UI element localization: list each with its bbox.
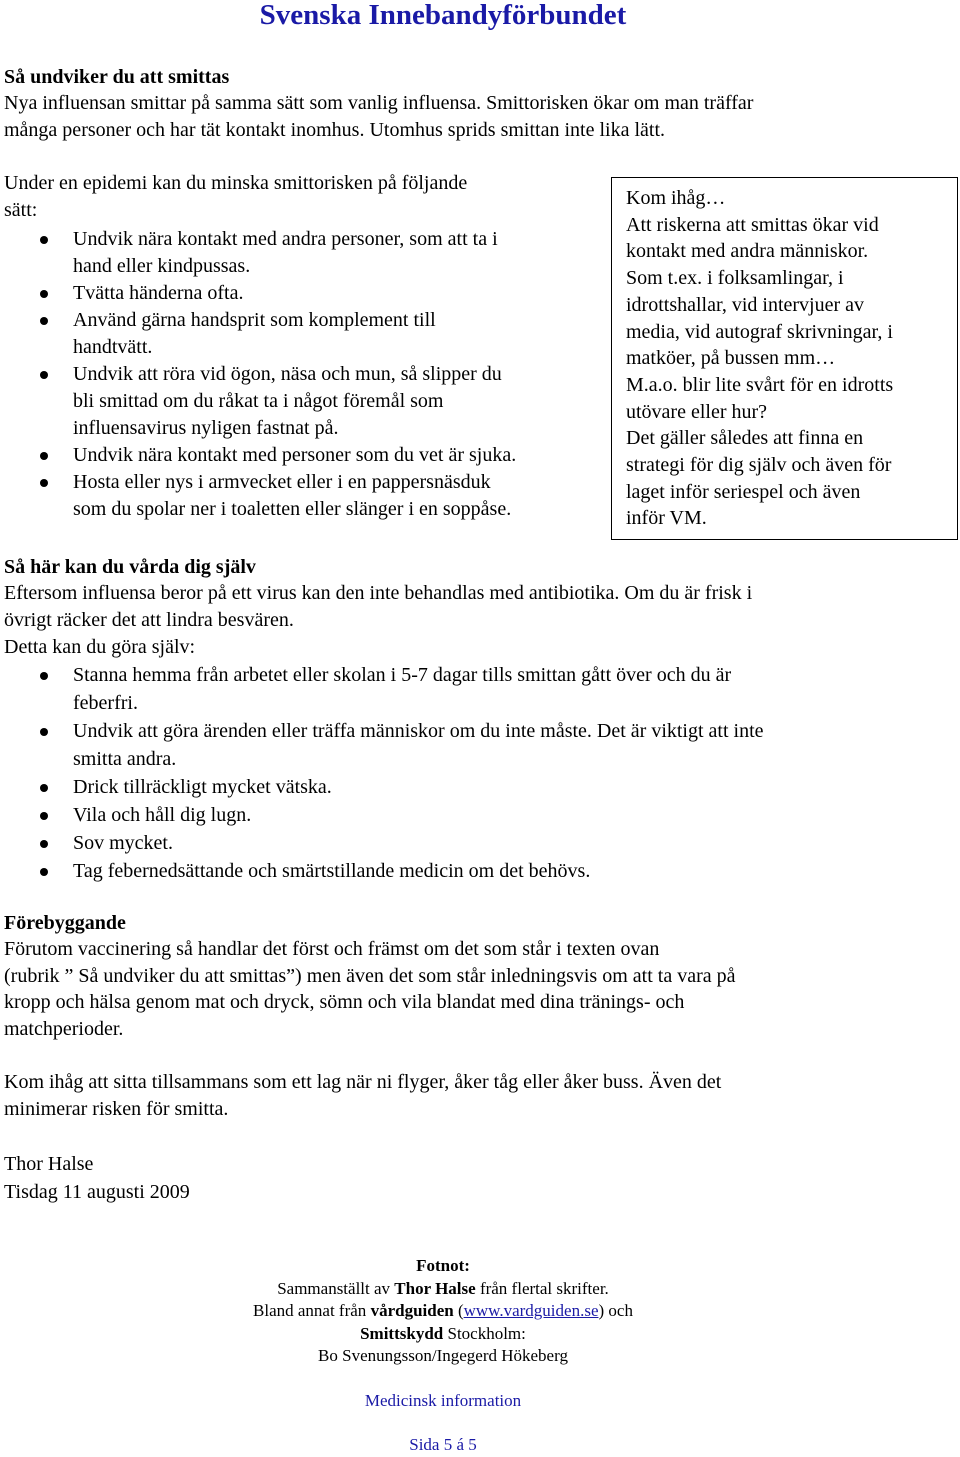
prevent-line: (rubrik ” Så undviker du att smittas”) men även det som står inledningsvis om att ta vara på	[4, 964, 736, 987]
list-item-text: Använd gärna handsprit som komplement till	[73, 309, 436, 331]
footnote-line	[0, 1278, 886, 1301]
care-lead: Detta kan du göra själv:	[4, 636, 196, 658]
footnote-title	[0, 1255, 886, 1278]
care-bullet-list	[4, 661, 934, 885]
list-item-text: handtvätt.	[73, 336, 153, 358]
care-intro	[4, 580, 934, 633]
closing-body	[4, 1069, 934, 1122]
reminder-line: media, vid autograf skrivningar, i	[626, 320, 893, 343]
bullet-icon	[40, 290, 48, 298]
list-item-text: Stanna hemma från arbetet eller skolan i 5-7 dagar tills smittan gått över och du är	[73, 664, 732, 686]
reminder-line: kontakt med andra människor.	[626, 240, 869, 263]
bullet-icon	[40, 784, 48, 792]
section-heading-avoid: Så undviker du att smittas	[4, 66, 230, 88]
reminder-line: Som t.ex. i folksamlingar, i	[626, 267, 844, 290]
list-item	[4, 829, 934, 857]
prevent-line: matchperioder.	[4, 1017, 124, 1040]
bullet-icon	[40, 236, 48, 244]
list-item-text: Vila och håll dig lugn.	[73, 804, 252, 826]
avoid-intro-line: många personer och har tät kontakt inomhus. Utomhus sprids smittan inte lika lätt.	[4, 118, 665, 141]
bullet-icon	[40, 728, 48, 736]
list-item	[4, 361, 604, 442]
signature-date: Tisdag 11 augusti 2009	[4, 1181, 190, 1203]
bullet-icon	[40, 672, 48, 680]
footnote-line	[0, 1323, 886, 1346]
list-item-text: bli smittad om du råkat ta i något föremål som	[73, 390, 444, 412]
reminder-line: Att riskerna att smittas ökar vid	[626, 213, 879, 236]
bullet-icon	[40, 371, 48, 379]
list-item-text: Sov mycket.	[73, 832, 173, 854]
avoid-intro-line: Nya influensan smittar på samma sätt som vanlig influensa. Smittorisken ökar om man träffar	[4, 92, 754, 114]
page-number: Sida 5 á 5	[409, 1435, 477, 1454]
footnote-text: Bland annat från	[253, 1301, 371, 1320]
bullet-icon	[40, 479, 48, 487]
list-item	[4, 661, 934, 717]
reminder-line: strategi för dig själv och även för	[626, 454, 892, 477]
bullet-icon	[40, 452, 48, 460]
list-item-text: hand eller kindpussas.	[73, 255, 251, 277]
reminder-line: laget inför seriespel och även	[626, 480, 861, 503]
reminder-line: idrottshallar, vid intervjuer av	[626, 293, 865, 316]
bullet-icon	[40, 317, 48, 325]
avoid-lead-line: sätt:	[4, 198, 38, 221]
list-item	[4, 442, 604, 469]
list-item	[4, 717, 934, 773]
list-item-text: Hosta eller nys i armvecket eller i en pappersnäsduk	[73, 471, 491, 493]
care-intro-line: Eftersom influensa beror på ett virus kan den inte behandlas med antibiotika. Om du är frisk i	[4, 582, 753, 604]
list-item-text: Undvik nära kontakt med andra personer, som att ta i	[73, 228, 498, 250]
footnote-author: Thor Halse	[394, 1278, 476, 1298]
reminder-line: utövare eller hur?	[626, 400, 768, 423]
footnote-text: (	[453, 1301, 464, 1320]
avoid-bullet-list	[4, 226, 604, 523]
bullet-icon	[40, 840, 48, 848]
reminder-line: M.a.o. blir lite svårt för en idrotts	[626, 373, 894, 396]
closing-line: minimerar risken för smitta.	[4, 1097, 229, 1120]
list-item	[4, 469, 604, 523]
avoid-lead	[4, 170, 604, 223]
signature-name: Thor Halse	[4, 1153, 94, 1175]
vardguiden-link[interactable]: www.vardguiden.se	[463, 1301, 599, 1320]
list-item-text: Undvik att göra ärenden eller träffa människor om du inte måste. Det är viktigt att inte	[73, 720, 764, 742]
footer-category: Medicinsk information	[364, 1391, 522, 1410]
bullet-icon	[40, 868, 48, 876]
avoid-lead-line: Under en epidemi kan du minska smittorisken på följande	[4, 172, 468, 194]
list-item	[4, 280, 604, 307]
list-item	[4, 801, 934, 829]
footnote-text: ) och	[598, 1301, 633, 1320]
bullet-icon	[40, 812, 48, 820]
reminder-line: Det gäller således att finna en	[626, 427, 864, 450]
list-item-text: Undvik att röra vid ögon, näsa och mun, så slipper du	[73, 363, 502, 385]
list-item-text: Undvik nära kontakt med personer som du vet är sjuka.	[73, 444, 517, 466]
prevent-line: kropp och hälsa genom mat och dryck, sömn och vila blandat med dina tränings- och	[4, 991, 685, 1014]
section-heading-care: Så här kan du vårda dig själv	[4, 556, 256, 578]
care-intro-line: övrigt räcker det att lindra besvären.	[4, 608, 294, 631]
list-item	[4, 307, 604, 361]
footnote-line	[0, 1300, 886, 1323]
reminder-line: inför VM.	[626, 507, 707, 530]
closing-line: Kom ihåg att sitta tillsammans som ett lag när ni flyger, åker tåg eller åker buss. Även det	[4, 1071, 722, 1093]
list-item-text: smitta andra.	[73, 748, 177, 770]
list-item	[4, 773, 934, 801]
list-item-text: influensavirus nyligen fastnat på.	[73, 417, 339, 439]
reminder-line: matköer, på bussen mm…	[626, 347, 836, 370]
footnote-text: Stockholm:	[443, 1323, 526, 1343]
page-title: Svenska Innebandyförbundet	[259, 0, 627, 31]
list-item	[4, 226, 604, 280]
footnote	[0, 1255, 886, 1368]
footnote-text: från flertal skrifter.	[475, 1278, 609, 1298]
list-item-text: feberfri.	[73, 692, 138, 714]
prevent-line: Förutom vaccinering så handlar det först och främst om det som står i texten ovan	[4, 938, 660, 960]
avoid-intro	[4, 90, 904, 143]
reminder-box	[611, 177, 958, 540]
list-item-text: Drick tillräckligt mycket vätska.	[73, 776, 332, 798]
list-item-text: Tag febernedsättande och smärtstillande medicin om det behövs.	[73, 860, 591, 882]
list-item	[4, 857, 934, 885]
footnote-title-text: Fotnot:	[416, 1256, 470, 1275]
section-heading-prevent: Förebyggande	[4, 912, 126, 934]
footnote-line: Bo Svenungsson/Ingegerd Hökeberg	[318, 1346, 568, 1365]
reminder-line: Kom ihåg…	[626, 187, 726, 209]
prevent-body	[4, 936, 934, 1042]
list-item-text: som du spolar ner i toaletten eller slänger i en soppåse.	[73, 498, 512, 520]
list-item-text: Tvätta händerna ofta.	[73, 282, 244, 304]
footnote-source: Smittskydd	[360, 1323, 444, 1343]
footnote-source: vårdguiden	[370, 1301, 454, 1320]
footnote-text: Sammanställt av	[277, 1278, 395, 1298]
